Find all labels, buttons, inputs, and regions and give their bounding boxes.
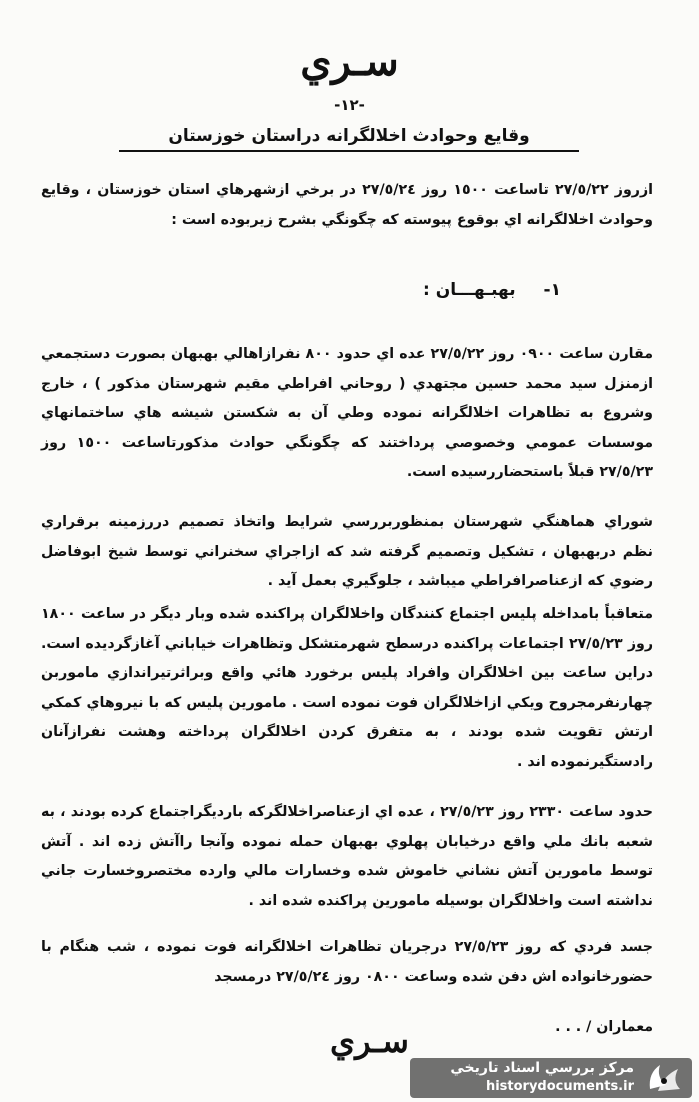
classification-stamp-bottom: سـري xyxy=(330,1022,409,1060)
section-heading xyxy=(121,280,561,300)
closing-catchword: معماران / . . . xyxy=(555,1019,653,1035)
body-paragraph-3: متعاقباً بامداخله پليس اجتماع كنندگان واخلالگران پراكنده شده وبار ديگر در ساعت ١٨٠٠ روز ٢٧/٥/٢٣ اجتماعات پراكنده درسطح شهرمتشكل وتظاهرات خياباني آغازگرديده است. دراين ساعت بين اخلالگران وافراد پليس برخورد هائي واقع وبراثرتيراندازي ماموربن چهارنفرمجروح ويكي ازاخلالگران فوت نموده است . مامورين پليس كه با نيروهاي كمكي ارتش تقويت شده بودند ، به متفرق كردن اخلالگران پرداخته وهشت نفرازآنان رادستگيرنموده اند . xyxy=(41,606,654,770)
page-number: -١٢- xyxy=(334,96,365,114)
section-number: ١- xyxy=(543,280,561,300)
body-paragraph-2: شوراي هماهنگي شهرستان بمنظوربررسي شرايط واتخاذ تصميم دررزمينه برقراري نظم دربهبهان ، تشكيل وتصميم گرفته شد كه ازاجراي سخنراني توسط شيخ ابوفاضل رضوي كه ازعناصرافراطي ميباشد ، جلوگيري بعمل آيد . xyxy=(41,514,653,589)
watermark-banner xyxy=(410,1058,692,1098)
section-name: بهبـهـــان : xyxy=(423,280,516,300)
intro-paragraph: ازروز ٢٧/٥/٢٢ تاساعت ١٥٠٠ روز ٢٧/٥/٢٤ در برخي ازشهرهاي استان خوزستان ، وقايع وحوادث اخلالگرانه اي بوقوع پيوسته كه چگونگي بشرح زيربوده است : xyxy=(41,182,653,228)
watermark-org-name: مركز بررسي اسناد تاريخي xyxy=(450,1060,634,1076)
archive-logo-icon xyxy=(644,1061,684,1095)
body-paragraph-4: حدود ساعت ٢٣٣٠ روز ٢٧/٥/٢٣ ، عده اي ازعناصراخلالگركه باردیگراجتماع كرده بودند ، به شعبه بانك ملي واقع درخيابان پهلوي بهبهان حمله نموده وآنجا راآتش زده اند . آتش توسط مامورين آتش نشاني خاموش شده وخسارات مالي وارده مختصروخسارت جاني نداشته است واخلالگران بوسيله مامورين پراكنده شده اند . xyxy=(41,804,653,909)
body-paragraph-5: جسد فردي كه روز ٢٧/٥/٢٣ درجريان تظاهرات اخلالگرانه فوت نموده ، شب هنگام با حضورخانواده اش دفن شده وساعت ٠٨٠٠ روز ٢٧/٥/٢٤ درمسجد xyxy=(41,939,653,985)
classification-stamp-top: سـري xyxy=(300,38,399,85)
document-title: وقايع وحوادث اخلالگرانه دراستان خوزستان xyxy=(119,126,579,152)
watermark-url: historydocuments.ir xyxy=(485,1079,634,1094)
body-paragraph-1: مقارن ساعت ٠٩٠٠ روز ٢٧/٥/٢٢ عده اي حدود ٨٠٠ نفرازاهالي بهبهان بصورت دستجمعي ازمنزل سيد محمد حسين مجتهدي ( روحاني افراطي مقيم شهرستان مذكور ) ، خارج وشروع به تظاهرات اخلالگرانه نموده وطي آن به شكستن شيشه هاي ساختمانهاي موسسات عمومي وخصوصي پرداختند كه چگونگي حوادث مذكورتاساعت ١٥٠٠ روز ٢٧/٥/٢٣ قبلاً باستحضاررسيده است. xyxy=(41,346,654,480)
